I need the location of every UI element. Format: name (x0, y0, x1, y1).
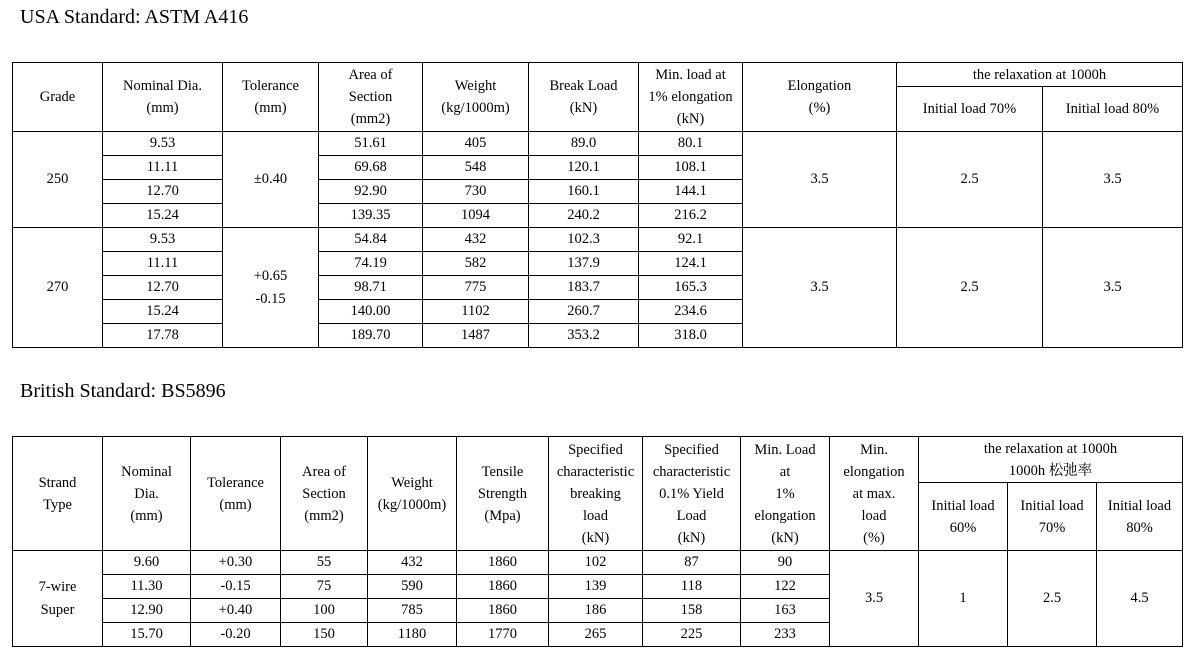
relax-70-cell: 2.5 (897, 132, 1043, 228)
elongation-cell: 3.5 (743, 132, 897, 228)
nominal-dia-cell: 15.70 (103, 623, 191, 647)
area-cell: 92.90 (319, 180, 423, 204)
relax-80-cell: 4.5 (1097, 551, 1183, 647)
header-break-load: Break Load (kN) (529, 63, 639, 132)
header-tensile-strength: Tensile Strength (Mpa) (457, 437, 549, 551)
header-initial-load-80: Initial load 80% (1097, 483, 1183, 551)
area-cell: 54.84 (319, 228, 423, 252)
weight-cell: 432 (368, 551, 457, 575)
relax-80-cell: 3.5 (1043, 132, 1183, 228)
min-load-cell: 144.1 (639, 180, 743, 204)
weight-cell: 1487 (423, 324, 529, 348)
nominal-dia-cell: 17.78 (103, 324, 223, 348)
tolerance-cell: -0.20 (191, 623, 281, 647)
nominal-dia-cell: 15.24 (103, 300, 223, 324)
break-load-cell: 89.0 (529, 132, 639, 156)
astm-a416-table (12, 62, 1183, 348)
area-cell: 140.00 (319, 300, 423, 324)
header-elongation: Elongation (%) (743, 63, 897, 132)
break-load-cell: 102.3 (529, 228, 639, 252)
break-load-cell: 260.7 (529, 300, 639, 324)
header-min-load: Min. Load at 1% elongation (kN) (741, 437, 830, 551)
header-initial-load-80: Initial load 80% (1043, 87, 1183, 132)
header-area: Area of Section (mm2) (319, 63, 423, 132)
header-nominal-dia: Nominal Dia. (mm) (103, 437, 191, 551)
header-area: Area of Section (mm2) (281, 437, 368, 551)
grade-cell: 250 (13, 132, 103, 228)
weight-cell: 1180 (368, 623, 457, 647)
spec-breaking-cell: 102 (549, 551, 643, 575)
header-tolerance: Tolerance (mm) (191, 437, 281, 551)
header-spec-yield-load: Specified characteristic 0.1% Yield Load (kN) (643, 437, 741, 551)
elongation-cell: 3.5 (743, 228, 897, 348)
min-load-cell: 165.3 (639, 276, 743, 300)
area-cell: 55 (281, 551, 368, 575)
min-load-cell: 122 (741, 575, 830, 599)
spec-yield-cell: 87 (643, 551, 741, 575)
weight-cell: 730 (423, 180, 529, 204)
weight-cell: 1102 (423, 300, 529, 324)
table-row (13, 228, 1183, 252)
weight-cell: 1094 (423, 204, 529, 228)
nominal-dia-cell: 11.11 (103, 252, 223, 276)
relax-80-cell: 3.5 (1043, 228, 1183, 348)
weight-cell: 590 (368, 575, 457, 599)
min-load-cell: 92.1 (639, 228, 743, 252)
break-load-cell: 137.9 (529, 252, 639, 276)
header-initial-load-60: Initial load 60% (919, 483, 1008, 551)
spec-breaking-cell: 265 (549, 623, 643, 647)
break-load-cell: 120.1 (529, 156, 639, 180)
bs5896-table (12, 436, 1183, 647)
british-standard-title: British Standard: BS5896 (20, 380, 226, 402)
tensile-cell: 1860 (457, 575, 549, 599)
weight-cell: 432 (423, 228, 529, 252)
area-cell: 150 (281, 623, 368, 647)
tensile-cell: 1770 (457, 623, 549, 647)
weight-cell: 548 (423, 156, 529, 180)
usa-standard-title: USA Standard: ASTM A416 (20, 6, 249, 28)
break-load-cell: 240.2 (529, 204, 639, 228)
area-cell: 189.70 (319, 324, 423, 348)
header-spec-breaking-load: Specified characteristic breaking load (kN) (549, 437, 643, 551)
weight-cell: 405 (423, 132, 529, 156)
break-load-cell: 160.1 (529, 180, 639, 204)
min-load-cell: 124.1 (639, 252, 743, 276)
tolerance-cell: +0.65 -0.15 (223, 228, 319, 348)
min-load-cell: 80.1 (639, 132, 743, 156)
header-weight: Weight (kg/1000m) (368, 437, 457, 551)
weight-cell: 775 (423, 276, 529, 300)
spec-yield-cell: 118 (643, 575, 741, 599)
weight-cell: 785 (368, 599, 457, 623)
tensile-cell: 1860 (457, 551, 549, 575)
table-row (13, 132, 1183, 156)
header-initial-load-70: Initial load 70% (1008, 483, 1097, 551)
spec-yield-cell: 158 (643, 599, 741, 623)
min-elongation-cell: 3.5 (830, 551, 919, 647)
min-load-cell: 108.1 (639, 156, 743, 180)
area-cell: 69.68 (319, 156, 423, 180)
relax-60-cell: 1 (919, 551, 1008, 647)
area-cell: 75 (281, 575, 368, 599)
area-cell: 51.61 (319, 132, 423, 156)
tolerance-cell: +0.40 (191, 599, 281, 623)
min-load-cell: 318.0 (639, 324, 743, 348)
nominal-dia-cell: 12.90 (103, 599, 191, 623)
tolerance-cell: -0.15 (191, 575, 281, 599)
spec-yield-cell: 225 (643, 623, 741, 647)
nominal-dia-cell: 9.53 (103, 132, 223, 156)
header-nominal-dia: Nominal Dia. (mm) (103, 63, 223, 132)
weight-cell: 582 (423, 252, 529, 276)
break-load-cell: 183.7 (529, 276, 639, 300)
min-load-cell: 163 (741, 599, 830, 623)
nominal-dia-cell: 15.24 (103, 204, 223, 228)
area-cell: 100 (281, 599, 368, 623)
nominal-dia-cell: 11.30 (103, 575, 191, 599)
tensile-cell: 1860 (457, 599, 549, 623)
area-cell: 139.35 (319, 204, 423, 228)
strand-type-cell: 7-wire Super (13, 551, 103, 647)
header-min-load: Min. load at 1% elongation (kN) (639, 63, 743, 132)
relax-70-cell: 2.5 (1008, 551, 1097, 647)
spec-breaking-cell: 186 (549, 599, 643, 623)
header-relaxation: the relaxation at 1000h 1000h 松弛率 (919, 437, 1183, 483)
min-load-cell: 90 (741, 551, 830, 575)
area-cell: 74.19 (319, 252, 423, 276)
spec-breaking-cell: 139 (549, 575, 643, 599)
break-load-cell: 353.2 (529, 324, 639, 348)
header-grade: Grade (13, 63, 103, 132)
min-load-cell: 233 (741, 623, 830, 647)
header-weight: Weight (kg/1000m) (423, 63, 529, 132)
nominal-dia-cell: 9.53 (103, 228, 223, 252)
tolerance-cell: ±0.40 (223, 132, 319, 228)
header-min-elongation: Min. elongation at max. load (%) (830, 437, 919, 551)
tolerance-cell: +0.30 (191, 551, 281, 575)
min-load-cell: 234.6 (639, 300, 743, 324)
table-row (13, 551, 1183, 575)
nominal-dia-cell: 11.11 (103, 156, 223, 180)
header-strand-type: Strand Type (13, 437, 103, 551)
area-cell: 98.71 (319, 276, 423, 300)
relax-70-cell: 2.5 (897, 228, 1043, 348)
grade-cell: 270 (13, 228, 103, 348)
header-tolerance: Tolerance (mm) (223, 63, 319, 132)
header-relaxation: the relaxation at 1000h (897, 63, 1183, 87)
nominal-dia-cell: 12.70 (103, 276, 223, 300)
nominal-dia-cell: 9.60 (103, 551, 191, 575)
nominal-dia-cell: 12.70 (103, 180, 223, 204)
min-load-cell: 216.2 (639, 204, 743, 228)
header-initial-load-70: Initial load 70% (897, 87, 1043, 132)
